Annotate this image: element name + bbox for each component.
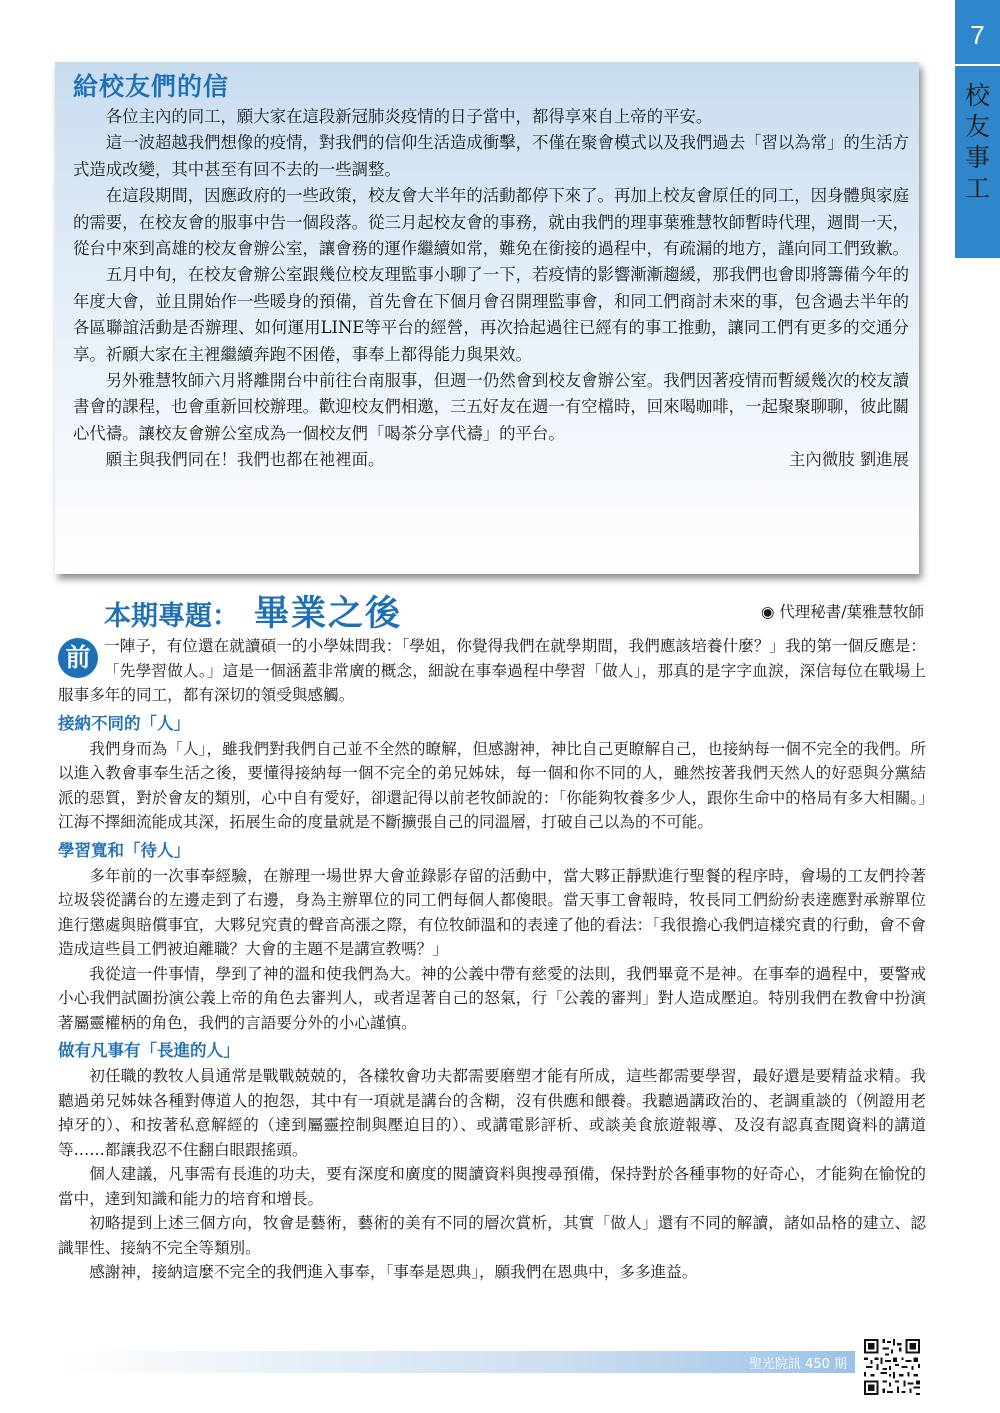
section-tab bbox=[955, 0, 1000, 258]
letter-signature: 主內微肢 劉進展 bbox=[789, 450, 909, 470]
letter-paragraph: 另外雅慧牧師六月將離開台中前往台南服事，但週一仍然會到校友會辦公室。我們因著疫情而暫緩幾次的校友讀書會的課程，也會重新回校辦理。歡迎校友們相邀，三五好友在週一有空檔時，回來喝咖啡，一起聚聚聊聊，彼此關心代禱。讓校友會辦公室成為一個校友們「喝茶分享代禱」的平台。 bbox=[73, 371, 909, 443]
section-label-char: 校 bbox=[964, 81, 990, 110]
letter-paragraph: 五月中旬，在校友會辦公室跟幾位校友理監事小聊了一下，若疫情的影響漸漸趨緩，那我們也會即將籌備今年的年度大會，並且開始作一些暖身的預備，首先會在下個月會召開理監事會，和同工們商討未來的事，包含過去半年的各區聯誼活動是否辦理、如何運用LINE等平台的經營，再次拾起過往已經有的事工推動，讓同工們有更多的交通分享。祈願大家在主裡繼續奔跑不困倦，事奉上都得能力與果效。 bbox=[73, 265, 909, 364]
section-label-char: 事 bbox=[964, 143, 990, 172]
dropcap: 前 bbox=[58, 638, 98, 678]
feature-header bbox=[104, 588, 924, 632]
article-paragraph: 個人建議，凡事需有長進的功夫，要有深度和廣度的閱讀資料與搜尋預備，保持對於各種事物的好奇心，才能夠在愉悅的當中，達到知識和能力的培育和增長。 bbox=[58, 1165, 926, 1208]
page-number: 7 bbox=[970, 20, 985, 50]
article-paragraph: 多年前的一次事奉經驗，在辦理一場世界大會並錄影存留的活動中，當大夥正靜默進行聖餐的程序時，會場的工友們拎著垃圾袋從講台的左邊走到了右邊，身為主辦單位的同工們每個人都傻眼。當天事工會報時，牧長同工們紛紛表達應對承辦單位進行懲處與賠償事宜，大夥兒究責的聲音高漲之際，有位牧師溫和的表達了他的看法：「我很擔心我們這樣究責的行動，會不會造成這些員工們被迫離職？大會的主題不是講宣教嗎？」 bbox=[58, 866, 926, 958]
section-heading: 接納不同的「人」 bbox=[58, 713, 190, 733]
letter-paragraph: 這一波超越我們想像的疫情，對我們的信仰生活造成衝擊，不僅在聚會模式以及我們過去「習以為常」的生活方式造成改變，其中甚至有回不去的一些調整。 bbox=[73, 133, 909, 179]
section-label bbox=[955, 80, 1000, 204]
feature-article bbox=[58, 634, 926, 1285]
lead-paragraph bbox=[58, 634, 926, 708]
issue-label: 聖光院訊 450 期 bbox=[748, 1357, 847, 1372]
letter-closing bbox=[73, 447, 909, 473]
article-paragraph: 我們身而為「人」，雖我們對我們自己並不全然的瞭解，但感謝神，神比自己更瞭解自己，也接納每一個不完全的我們。所以進入教會事奉生活之後，要懂得接納每一個不完全的弟兄姊妹，每一個和你不同的人，雖然按著我們天然人的好惡與分黨結派的惡質，對於會友的類別，心中自有愛好，卻還記得以前老牧師說的：「你能夠牧養多少人，跟你生命中的格局有多大相關。」江海不擇細流能成其深，拓展生命的度量就是不斷擴張自己的同溫層，打破自己以為的不可能。 bbox=[58, 739, 926, 831]
feature-author: ◉ 代理秘書/葉雅慧牧師 bbox=[760, 603, 924, 621]
article-paragraph: 感謝神，接納這麼不完全的我們進入事奉，「事奉是恩典」，願我們在恩典中，多多進益。 bbox=[89, 1263, 698, 1281]
letter-paragraph: 各位主內的同工，願大家在這段新冠肺炎疫情的日子當中，都得享來自上帝的平安。 bbox=[105, 107, 713, 126]
section-heading: 做有凡事有「長進的人」 bbox=[58, 1041, 240, 1060]
letter-title: 給校友們的信 bbox=[73, 72, 230, 101]
tab-divider bbox=[955, 64, 1000, 66]
footer-bar bbox=[58, 1351, 855, 1373]
article-paragraph: 初任職的教牧人員通常是戰戰兢兢的，各樣牧會功夫都需要磨塑才能有所成，這些都需要學習，最好還是要精益求精。我聽過弟兄姊妹各種對傳道人的抱怨，其中有一項就是講台的含糊，沒有供應和餵養。我聽過講政治的、老調重談的（例證用老掉牙的）、和按著私意解經的（達到屬靈控制與壓迫目的）、或講電影評析、或談美食旅遊報導、及沒有認真查閱資料的講道等……都讓我忍不住翻白眼跟搖頭。 bbox=[58, 1067, 926, 1159]
letter-paragraph: 在這段期間，因應政府的一些政策，校友會大半年的活動都停下來了。再加上校友會原任的同工，因身體與家庭的需要，在校友會的服事中告一個段落。從三月起校友會的事務，就由我們的理事葉雅慧牧師暫時代理，週間一天，從台中來到高雄的校友會辦公室，讓會務的運作繼續如常，難免在銜接的過程中，有疏漏的地方，謹向同工們致歉。 bbox=[73, 186, 909, 259]
article-paragraph: 我從這一件事情，學到了神的溫和使我們為大。神的公義中帶有慈愛的法則，我們畢竟不是神。在事奉的過程中，要警戒小心我們試圖扮演公義上帝的角色去審判人，或者逞著自己的怒氣，行「公義的審判」對人造成壓迫。特別我們在教會中扮演著屬靈權柄的角色，我們的言語要分外的小心謹慎。 bbox=[58, 964, 926, 1032]
letter-box bbox=[55, 62, 919, 574]
qr-code-icon[interactable] bbox=[862, 1337, 922, 1397]
lead-text: 一陣子，有位還在就讀碩一的小學妹問我：「學姐，你覺得我們在就學期間，我們應該培養什麼？」我的第一個反應是：「先學習做人。」這是一個涵蓋非常廣的概念，細說在事奉過程中學習「做人」，那真的是字字血淚，深信每位在戰場上服事多年的同工，都有深切的領受與感觸。 bbox=[58, 637, 926, 704]
section-heading: 學習寬和「待人」 bbox=[58, 840, 190, 860]
section-label-char: 友 bbox=[964, 112, 990, 141]
section-label-char: 工 bbox=[964, 174, 990, 203]
closing-text: 願主與我們同在！我們也都在祂裡面。 bbox=[105, 450, 385, 470]
feature-topic: 畢業之後 bbox=[254, 593, 403, 634]
article-paragraph: 初略提到上述三個方向，牧會是藝術，藝術的美有不同的層次賞析，其實「做人」還有不同的解讀，諸如品格的建立、認識罪性、接納不完全等類別。 bbox=[58, 1214, 926, 1257]
feature-label: 本期專題： bbox=[104, 601, 239, 632]
